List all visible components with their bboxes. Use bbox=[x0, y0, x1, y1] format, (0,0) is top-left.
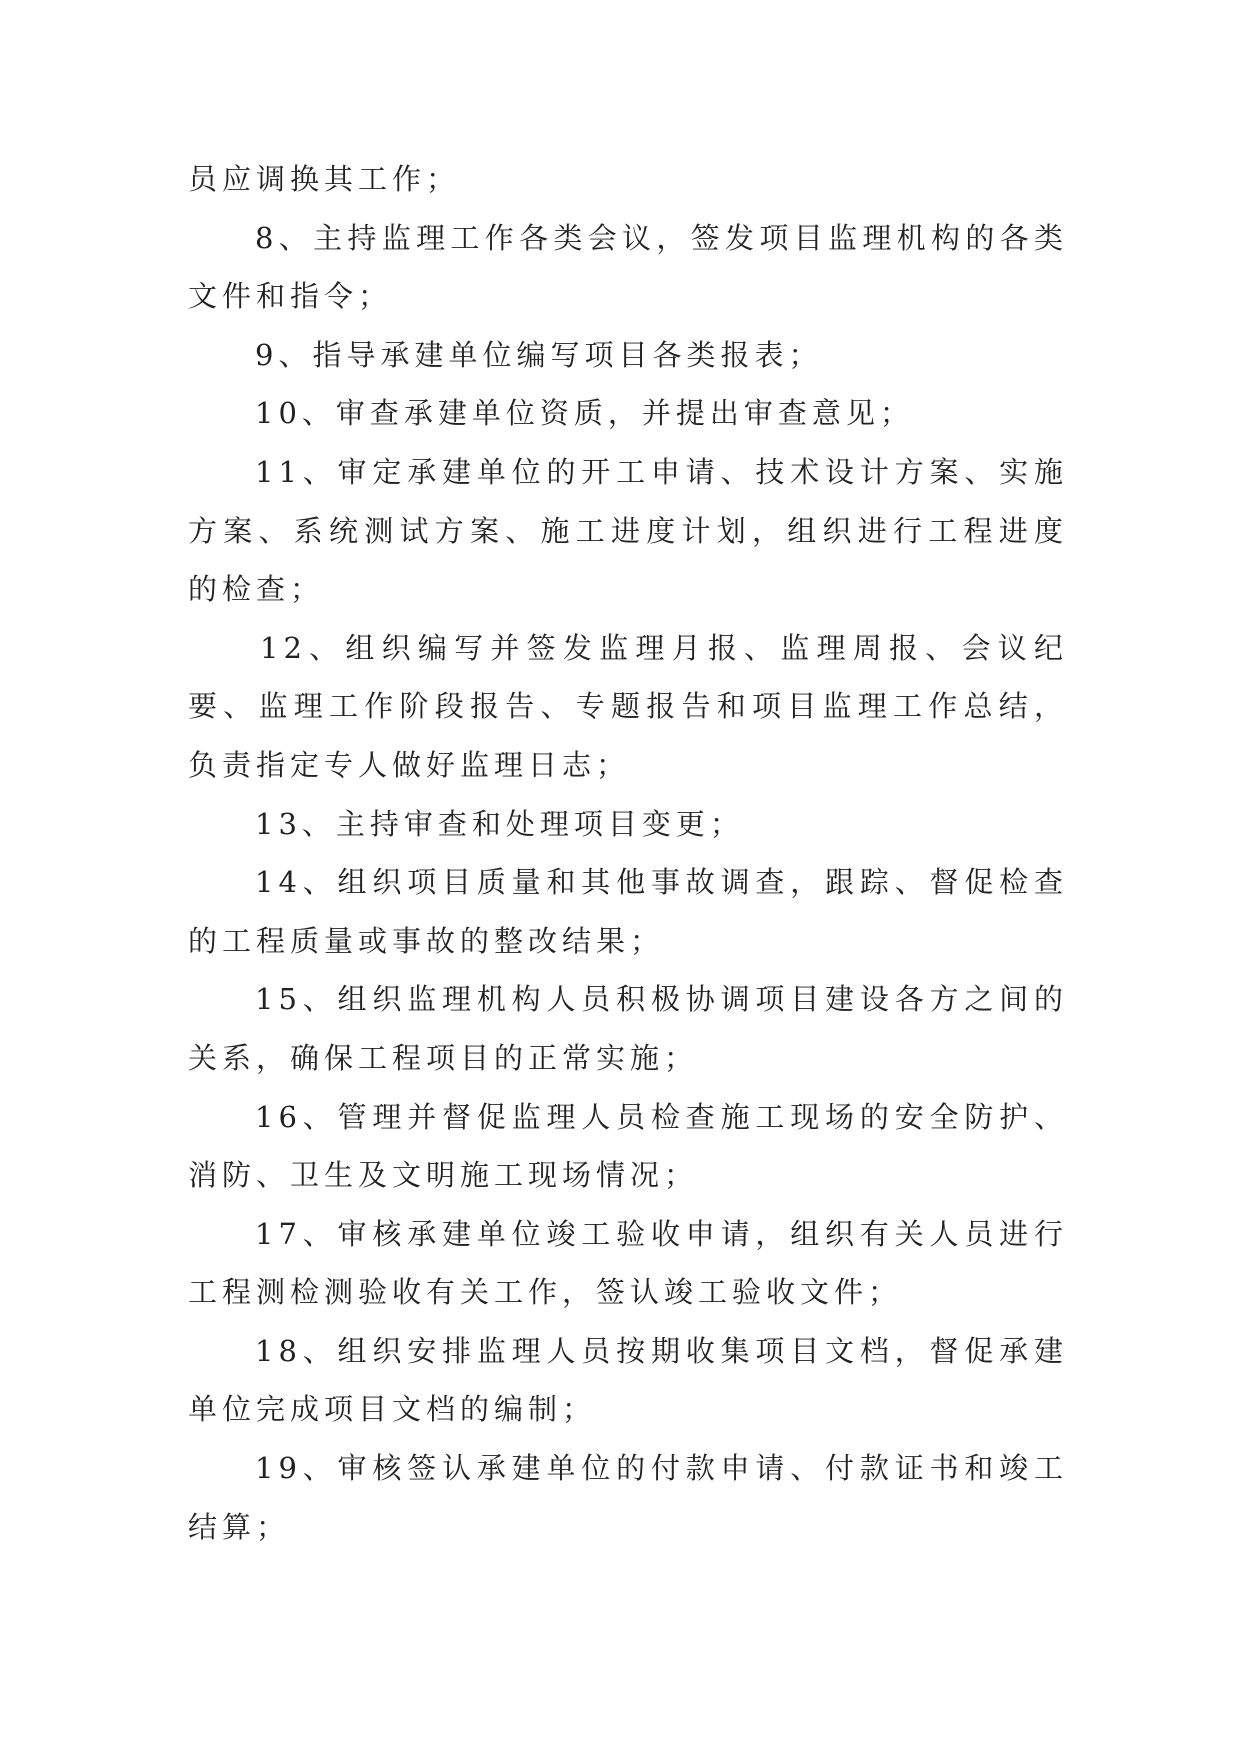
paragraph-item-11: 11、审定承建单位的开工申请、技术设计方案、实施方案、系统测试方案、施工进度计划，组织进行工程进度的检查； bbox=[188, 454, 1068, 607]
paragraph-item-15: 15、组织监理机构人员积极协调项目建设各方之间的关系，确保工程项目的正常实施； bbox=[188, 982, 1068, 1075]
paragraph-item-9: 9、指导承建单位编写项目各类报表； bbox=[255, 337, 823, 372]
paragraph-item-18: 18、组织安排监理人员按期收集项目文档，督促承建单位完成项目文档的编制； bbox=[188, 1333, 1068, 1427]
paragraph-item-10: 10、审查承建单位资质，并提出审查意见； bbox=[255, 396, 914, 431]
paragraph-item-19: 19、审核签认承建单位的付款申请、付款证书和竣工结算； bbox=[188, 1451, 1068, 1544]
paragraph-item-17: 17、审核承建单位竣工验收申请，组织有关人员进行工程测检测验收有关工作，签认竣工验收文件； bbox=[188, 1216, 1068, 1310]
paragraph-item-14: 14、组织项目质量和其他事故调查，跟踪、督促检查的工程质量或事故的整改结果； bbox=[188, 865, 1068, 958]
paragraph-item-8: 8、主持监理工作各类会议，签发项目监理机构的各类文件和指令； bbox=[188, 220, 1068, 314]
document-body bbox=[188, 150, 1068, 1556]
paragraph-item-16: 16、管理并督促监理人员检查施工现场的安全防护、消防、卫生及文明施工现场情况； bbox=[188, 1099, 1068, 1193]
paragraph-item-12: 12、组织编写并签发监理月报、监理周报、会议纪要、监理工作阶段报告、专题报告和项目监理工作总结，负责指定专人做好监理日志； bbox=[188, 630, 1068, 782]
paragraph-continuation: 员应调换其工作； bbox=[188, 162, 461, 196]
paragraph-item-13: 13、主持审查和处理项目变更； bbox=[255, 806, 744, 841]
